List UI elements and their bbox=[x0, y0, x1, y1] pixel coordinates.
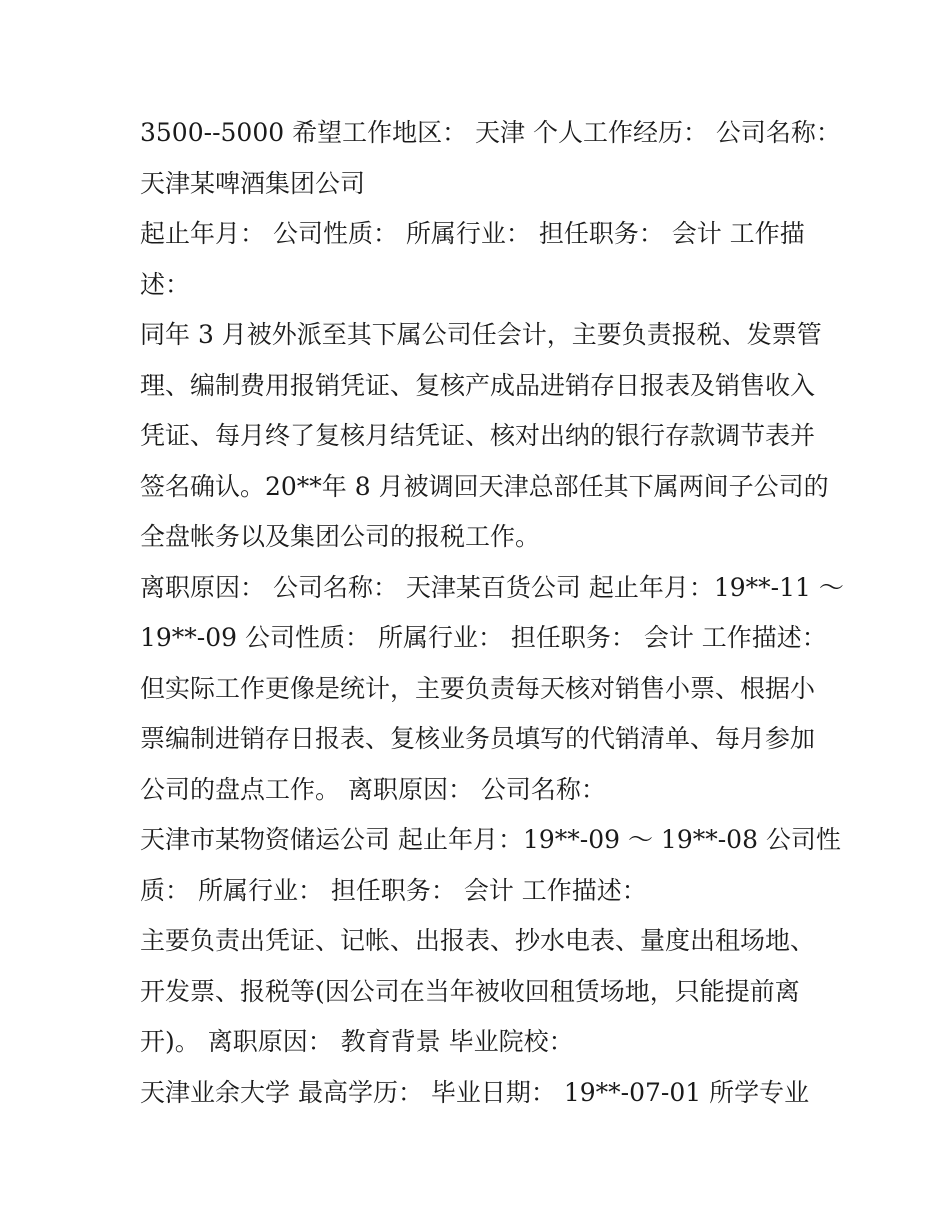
text-line: 19**-09 公司性质： 所属行业： 担任职务： 会计 工作描述： bbox=[140, 623, 827, 652]
text-line: 起止年月： 公司性质： 所属行业： 担任职务： 会计 工作描 bbox=[140, 219, 805, 248]
text-line: 质： 所属行业： 担任职务： 会计 工作描述： bbox=[140, 875, 647, 905]
text-line: 签名确认。20**年 8 月被调回天津总部任其下属两间子公司的 bbox=[140, 471, 829, 501]
text-line: 述： bbox=[140, 269, 191, 299]
text-line: 全盘帐务以及集团公司的报税工作。 bbox=[140, 522, 541, 551]
text-line: 天津市某物资储运公司 起止年月：19**-09 ～ 19**-08 公司性 bbox=[140, 825, 841, 854]
text-line: 票编制进销存日报表、复核业务员填写的代销清单、每月参加 bbox=[140, 724, 816, 753]
document-body bbox=[140, 108, 844, 1118]
text-line: 3500--5000 希望工作地区： 天津 个人工作经历： 公司名称： bbox=[140, 118, 841, 147]
text-line: 天津某啤酒集团公司 bbox=[140, 168, 366, 198]
text-line: 但实际工作更像是统计，主要负责每天核对销售小票、根据小 bbox=[140, 673, 816, 703]
text-line: 天津业余大学 最高学历： 毕业日期： 19**-07-01 所学专业 bbox=[140, 1077, 810, 1107]
text-line: 理、编制费用报销凭证、复核产成品进销存日报表及销售收入 bbox=[140, 370, 816, 400]
text-line: 主要负责出凭证、记帐、出报表、抄水电表、量度出租场地、 bbox=[140, 926, 816, 955]
text-line: 凭证、每月终了复核月结凭证、核对出纳的银行存款调节表并 bbox=[140, 421, 816, 450]
text-line: 开发票、报税等(因公司在当年被收回租赁场地，只能提前离 bbox=[140, 976, 800, 1006]
text-line: 开)。 离职原因： 教育背景 毕业院校： bbox=[140, 1027, 574, 1056]
text-line: 离职原因： 公司名称： 天津某百货公司 起止年月：19**-11 ～ bbox=[140, 572, 844, 602]
text-line: 同年 3 月被外派至其下属公司任会计，主要负责报税、发票管 bbox=[140, 320, 822, 349]
text-line: 公司的盘点工作。 离职原因： 公司名称： bbox=[140, 774, 606, 804]
